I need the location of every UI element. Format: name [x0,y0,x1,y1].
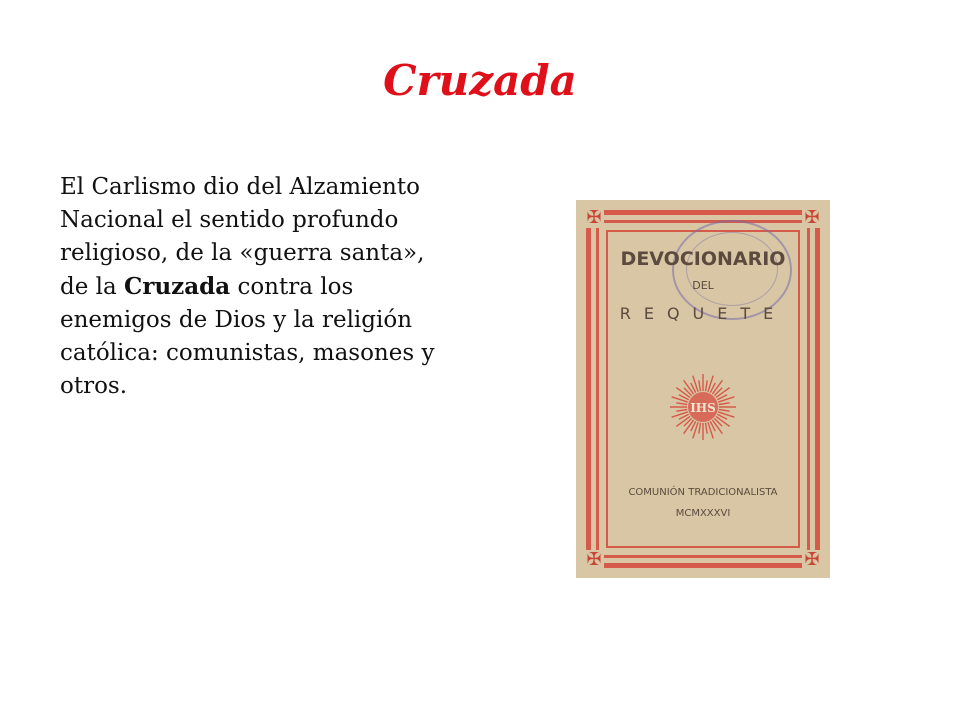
sunburst-ray [706,380,708,391]
sunburst-ray [719,410,730,412]
sunburst-ray [676,403,687,405]
slide-title: Cruzada [383,56,577,105]
sunburst-ray [699,380,701,391]
cover-subtitle: REQUETE [619,304,787,323]
sunburst-ray [676,410,687,412]
body-text-bold: Cruzada [124,273,231,300]
cover-footer-line1: COMUNIÓN TRADICIONALISTA [628,487,778,498]
cover-title: DEVOCIONARIO [620,248,786,270]
body-text-part1: El Carlismo dio del Alzamiento Nacional el sentido profundo religioso, de la «guerra santa», de la [60,174,425,300]
book-cover-image [576,200,830,578]
cross-icon: ✠ [802,550,822,570]
body-paragraph [60,171,460,403]
sunburst-ray [719,403,730,405]
sunburst-ray [706,423,708,434]
body-text-part2: contra los enemigos de Dios y la religión católica: comunistas, masones y otros. [60,274,435,399]
cross-icon: ✠ [584,208,604,228]
ihs-sunburst-emblem [668,372,738,442]
sunburst-ray [699,423,701,434]
emblem-text: IHS [690,401,716,415]
cross-icon: ✠ [584,550,604,570]
cover-del: DEL [692,279,714,292]
cover-footer-line2: MCMXXXVI [675,508,731,519]
cross-icon: ✠ [802,208,822,228]
